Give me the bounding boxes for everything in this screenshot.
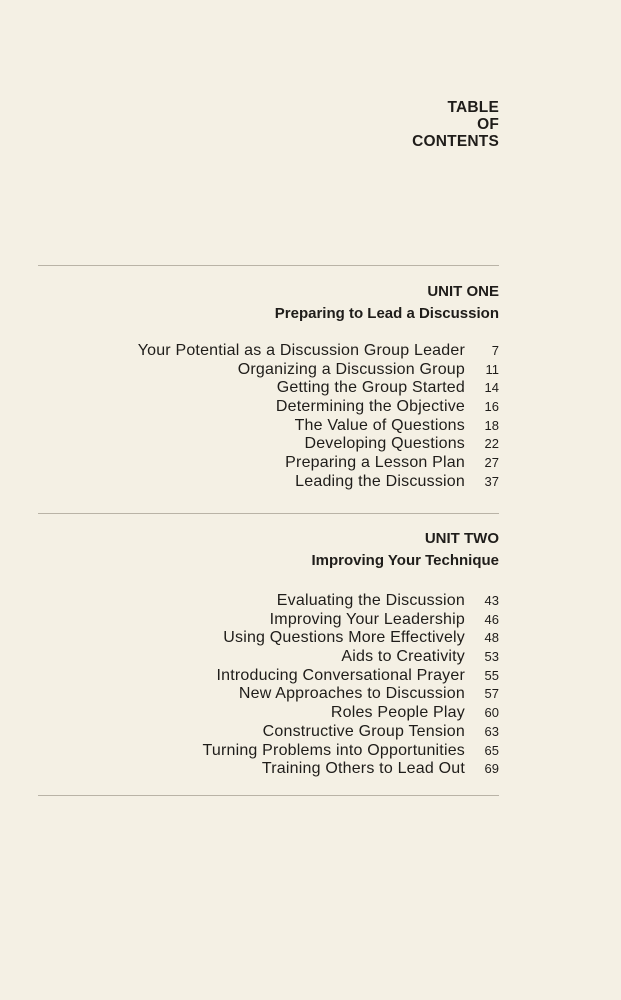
entry-page: 43 [484,593,499,608]
unit-two-entries [39,592,499,779]
unit-one-header [275,283,499,323]
unit-one-entries [39,342,499,492]
entry-title: Roles People Play [330,704,465,722]
toc-entry [39,648,499,667]
toc-entry [39,760,499,779]
entry-title: The Value of Questions [294,416,465,434]
toc-entry [39,592,499,611]
entry-page: 7 [491,343,499,358]
entry-page: 57 [484,686,499,702]
toc-entry [39,379,499,398]
toc-entry [39,742,499,761]
entry-title: Determining the Objective [275,398,465,416]
entry-page: 69 [484,761,499,777]
entry-title: Developing Questions [304,435,465,453]
entry-page: 14 [484,380,499,396]
unit-title: Preparing to Lead a Discussion [274,305,499,322]
entry-title: Evaluating the Discussion [276,592,465,609]
entry-page: 53 [484,649,499,665]
entry-title: Your Potential as a Discussion Group Leader [137,342,465,359]
entry-title: Improving Your Leadership [269,610,465,628]
toc-entry [39,417,499,436]
entry-page: 11 [485,361,499,377]
heading-line: CONTENTS [412,133,499,150]
toc-entry [39,704,499,723]
divider [38,513,499,514]
unit-label: UNIT ONE [427,283,499,300]
toc-entry [39,611,499,630]
entry-page: 18 [484,417,499,433]
toc-entry [39,454,499,473]
entry-page: 60 [484,705,499,721]
unit-label: UNIT TWO [424,530,499,547]
unit-title: Improving Your Technique [311,552,499,569]
entry-title: Training Others to Lead Out [261,760,465,778]
entry-page: 16 [484,399,499,415]
toc-entry [39,473,499,492]
toc-entry [39,361,499,380]
toc-entry [39,667,499,686]
toc-entry [39,723,499,742]
entry-page: 48 [484,630,499,646]
entry-page: 22 [484,436,499,452]
entry-title: Getting the Group Started [276,379,465,397]
toc-entry [39,435,499,454]
entry-title: Constructive Group Tension [262,722,465,740]
toc-entry [39,685,499,704]
entry-page: 46 [484,611,499,627]
entry-page: 65 [484,742,499,758]
toc-entry [39,398,499,417]
toc-entry [39,342,499,361]
toc-entry [39,629,499,648]
entry-page: 63 [484,723,499,739]
divider [38,265,499,266]
entry-title: Preparing a Lesson Plan [285,454,465,472]
toc-heading [412,99,499,150]
entry-title: New Approaches to Discussion [238,685,465,703]
entry-title: Turning Problems into Opportunities [202,741,465,759]
entry-title: Organizing a Discussion Group [237,360,465,378]
heading-line: OF [477,116,499,133]
unit-two-header [311,530,499,570]
entry-title: Introducing Conversational Prayer [216,666,465,684]
entry-page: 27 [484,455,499,471]
heading-line: TABLE [447,99,499,116]
entry-title: Aids to Creativity [341,648,465,666]
divider [38,795,499,796]
entry-page: 55 [484,667,499,683]
entry-title: Using Questions More Effectively [223,629,465,647]
entry-page: 37 [484,473,499,489]
entry-title: Leading the Discussion [295,472,465,490]
